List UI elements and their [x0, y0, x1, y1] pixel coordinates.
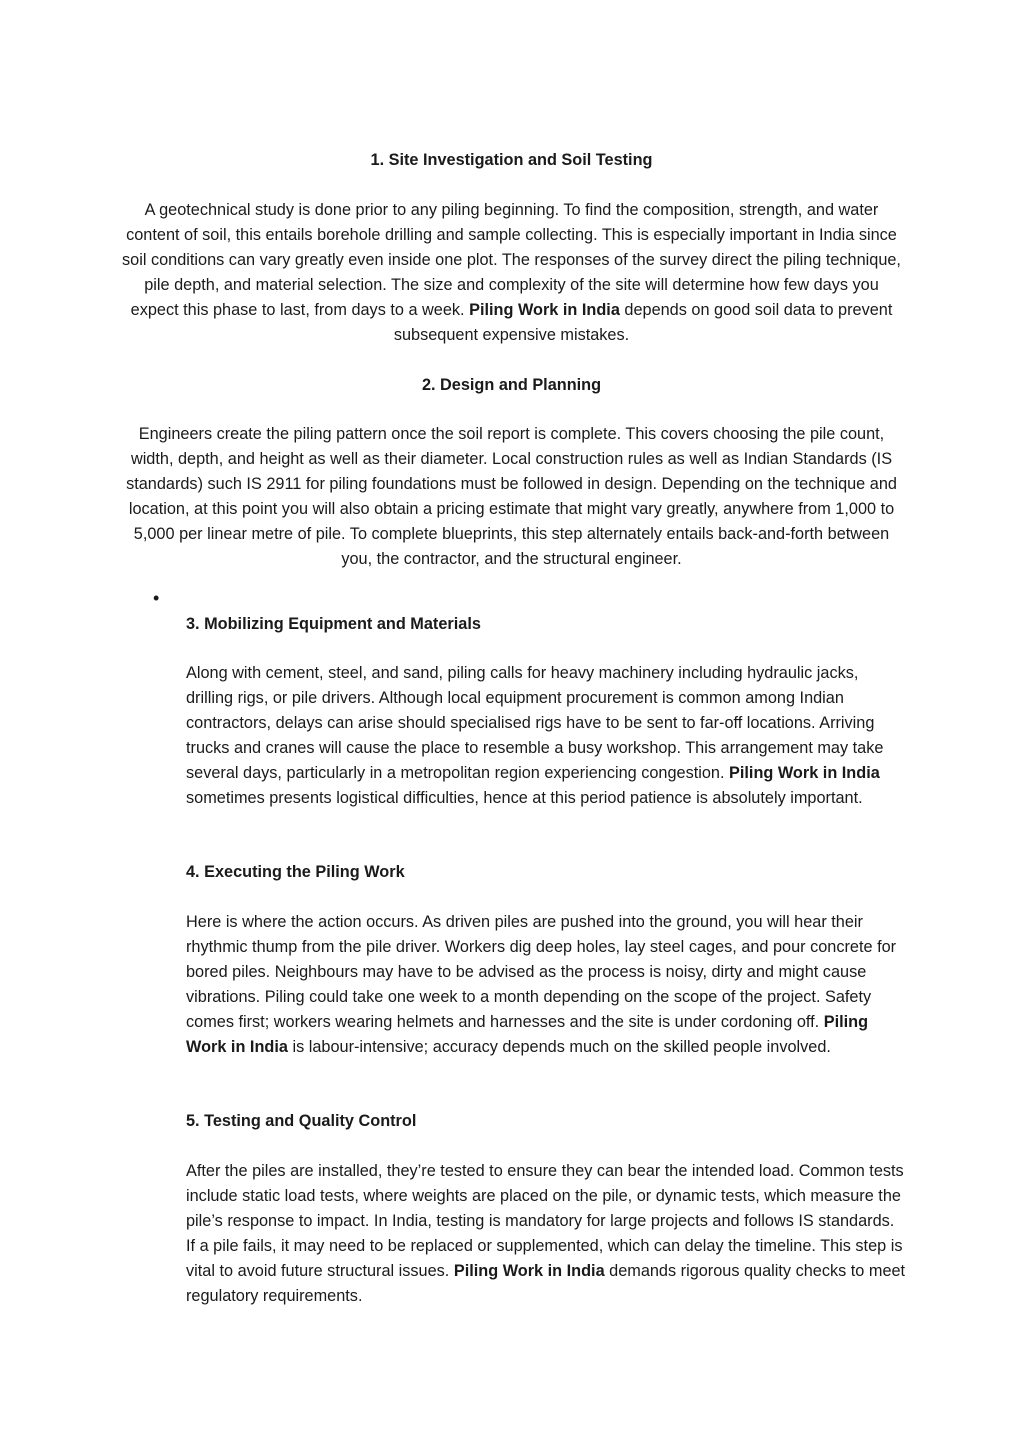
section-5-text-before: After the piles are installed, they’re tested to ensure they can bear the intended load. Common tests include static load tests, where weights are placed on the pile, or dynamic tests, which measure the pile’s response to impact. In India, testing is mandatory for large projects and follows IS standards. If a pile fails, it may need to be replaced or supplemented, which can delay the timeline. This step is vital to avoid future structural issues.	[186, 1162, 904, 1280]
section-1-text-after: depends on good soil data to prevent subsequent expensive mistakes.	[393, 300, 893, 344]
list-bullet: •	[153, 588, 160, 608]
section-4-paragraph	[186, 910, 906, 1059]
section-5-text-after: demands rigorous quality checks to meet regulatory requirements.	[186, 1261, 906, 1305]
section-5-heading: 5. Testing and Quality Control	[186, 1112, 417, 1130]
section-3-heading: 3. Mobilizing Equipment and Materials	[186, 615, 481, 633]
section-3-text-after: sometimes presents logistical difficulties, hence at this period patience is absolutely important.	[186, 788, 863, 807]
section-5-emphasis: Piling Work in India	[453, 1261, 605, 1280]
section-1-emphasis: Piling Work in India	[469, 300, 620, 319]
section-2-heading: 2. Design and Planning	[421, 376, 602, 394]
section-4-emphasis: Piling Work in India	[186, 1012, 869, 1056]
section-4-text-before: Here is where the action occurs. As driven piles are pushed into the ground, you will hear their rhythmic thump from the pile driver. Workers dig deep holes, lay steel cages, and pour concrete for bored piles. Neighbours may have to be advised as the process is noisy, dirty and might cause vibrations. Piling could take one week to a month depending on the scope of the project. Safety comes first; workers wearing helmets and harnesses and the site is under cordoning off.	[186, 913, 897, 1031]
section-1-paragraph	[118, 198, 905, 347]
section-5-paragraph	[186, 1159, 906, 1308]
section-3-paragraph	[186, 661, 906, 810]
section-3-emphasis: Piling Work in India	[729, 763, 880, 782]
section-3-text-before: Along with cement, steel, and sand, piling calls for heavy machinery including hydraulic jacks, drilling rigs, or pile drivers. Although local equipment procurement is common among Indian contractors, delays can arise should specialised rigs have to be sent to far-off locations. Arriving trucks and cranes will cause the place to resemble a busy workshop. This arrangement may take several days, particularly in a metropolitan region experiencing congestion.	[186, 664, 884, 782]
section-4-text-after: is labour-intensive; accuracy depends much on the skilled people involved.	[287, 1037, 831, 1056]
section-2-paragraph: Engineers create the piling pattern once the soil report is complete. This covers choosing the pile count, width, depth, and height as well as their diameter. Local construction rules as well as Indian Standards (IS standards) such IS 2911 for piling foundations must be followed in design. Depending on the technique and location, at this point you will also obtain a pricing estimate that might vary greatly, anywhere from 1,000 to 5,000 per linear metre of pile. To complete blueprints, this step alternately entails back-and-forth between you, the contractor, and the structural engineer.	[126, 425, 897, 568]
section-1-text-before: A geotechnical study is done prior to any piling beginning. To find the composition, strength, and water content of soil, this entails borehole drilling and sample collecting. This is especially important in India since soil conditions can vary greatly even inside one plot. The responses of the survey direct the piling technique, pile depth, and material selection. The size and complexity of the site will determine how few days you expect this phase to last, from days to a week.	[122, 201, 901, 319]
section-1-heading: 1. Site Investigation and Soil Testing	[370, 151, 653, 169]
section-4-heading: 4. Executing the Piling Work	[186, 863, 405, 881]
